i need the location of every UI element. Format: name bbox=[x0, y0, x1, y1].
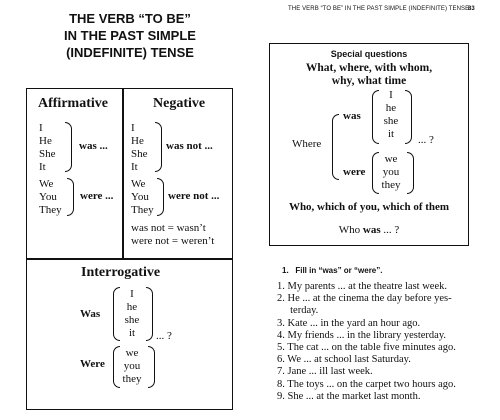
brace bbox=[405, 90, 412, 144]
interrogative-was-pronouns: I he she it bbox=[124, 288, 140, 339]
special-were-pronouns: we you they bbox=[381, 153, 401, 191]
brace bbox=[407, 152, 414, 194]
special-who-was: Who was ... ? bbox=[338, 224, 400, 236]
special-questions-heading: Special questions bbox=[330, 49, 408, 59]
special-was-pronouns: I he she it bbox=[383, 89, 399, 140]
affirmative-group2-pronouns: We You They bbox=[39, 178, 62, 216]
list-item: 6. We ... at school last Saturday. bbox=[277, 354, 411, 366]
interrogative-were-pronouns: we you they bbox=[122, 347, 142, 385]
exercise-title: 1. Fill in “was” or “were”. bbox=[282, 266, 383, 275]
brace bbox=[148, 346, 155, 388]
list-item: 4. My friends ... in the library yesterday. bbox=[277, 329, 447, 341]
brace bbox=[372, 90, 379, 144]
interrogative-tail: ... ? bbox=[156, 330, 172, 342]
brace bbox=[113, 287, 120, 341]
special-was: was bbox=[343, 110, 361, 122]
table-divider-vertical bbox=[122, 88, 124, 259]
special-where: Where bbox=[292, 138, 322, 150]
page-title bbox=[40, 10, 220, 61]
interrogative-was: Was bbox=[80, 308, 101, 320]
list-item: terday. bbox=[277, 305, 319, 317]
list-item: 8. The toys ... on the carpet two hours ago. bbox=[277, 378, 456, 390]
exercise-list bbox=[277, 281, 497, 403]
title-line-2: IN THE PAST SIMPLE bbox=[64, 28, 196, 43]
list-item: 7. Jane ... ill last week. bbox=[277, 366, 373, 378]
special-who-line: Who, which of you, which of them bbox=[288, 201, 450, 213]
list-item: 9. She ... at the market last month. bbox=[277, 390, 421, 402]
interrogative-heading: Interrogative bbox=[81, 265, 161, 280]
special-were: were bbox=[343, 166, 366, 178]
negative-heading: Negative bbox=[153, 96, 206, 111]
affirmative-group1-pronouns: I He She It bbox=[39, 122, 56, 173]
title-line-1: THE VERB “TO BE” bbox=[69, 11, 191, 26]
list-item: 2. He ... at the cinema the day before yes- bbox=[277, 293, 452, 305]
affirmative-was: was ... bbox=[79, 140, 108, 152]
negative-group1-pronouns: I He She It bbox=[131, 122, 148, 173]
brace bbox=[332, 114, 339, 180]
brace bbox=[146, 287, 153, 341]
page-number: 83 bbox=[468, 6, 475, 12]
brace bbox=[65, 122, 72, 172]
brace bbox=[157, 178, 164, 216]
title-line-3: (INDEFINITE) TENSE bbox=[66, 45, 194, 60]
interrogative-were: Were bbox=[80, 358, 105, 370]
affirmative-were: were ... bbox=[80, 190, 114, 202]
table-divider-horizontal bbox=[26, 258, 233, 260]
negative-was-not: was not ... bbox=[166, 140, 213, 152]
special-tail: ... ? bbox=[418, 134, 434, 146]
special-questions-line2: why, what time bbox=[331, 75, 407, 87]
affirmative-heading: Affirmative bbox=[38, 96, 108, 111]
list-item: 1. My parents ... at the theatre last week. bbox=[277, 281, 447, 292]
negative-group2-pronouns: We You They bbox=[131, 178, 154, 216]
list-item: 5. The cat ... on the table five minutes ago. bbox=[277, 342, 456, 354]
negative-were-not: were not ... bbox=[168, 190, 220, 202]
running-header: THE VERB “TO BE” IN THE PAST SIMPLE (INDEFINITE) TENSE bbox=[288, 6, 470, 12]
special-questions-line1: What, where, with whom, bbox=[305, 62, 433, 74]
brace bbox=[155, 122, 162, 172]
negative-contractions: was not = wasn’t were not = weren’t bbox=[131, 222, 215, 247]
brace bbox=[67, 178, 74, 216]
list-item: 3. Kate ... in the yard an hour ago. bbox=[277, 317, 421, 329]
